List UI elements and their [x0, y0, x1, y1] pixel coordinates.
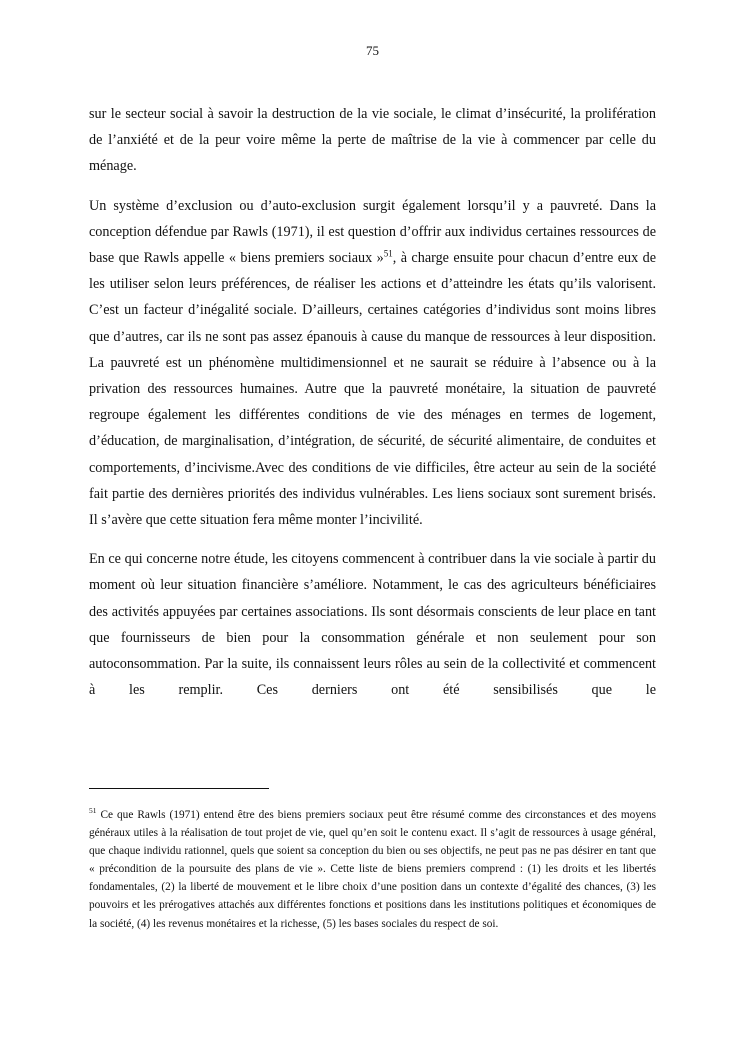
- footnote: [89, 806, 656, 933]
- paragraph: [89, 193, 656, 534]
- page-number: 75: [366, 43, 379, 58]
- footnote-separator: [89, 788, 269, 789]
- paragraph: sur le secteur social à savoir la destruction de la vie sociale, le climat d’insécurité, la prolifération de l’anxiété et de la peur voire même la perte de maîtrise de la vie à commencer par celle du ménage.: [89, 106, 656, 175]
- footnote-reference[interactable]: 51: [383, 248, 393, 259]
- footnote-text: Ce que Rawls (1971) entend être des biens premiers sociaux peut être résumé comme des circonstances et des moyens généraux utiles à la réalisation de tout projet de vie, quel qu’en soit le contenu exact. Il s’agit de ressources à usage général, que chaque individu rationnel, quels que soient sa conception du bien ou ses objectifs, ne peut pas ne pas désirer en tant que « précondition de la poursuite des plans de vie ». Cette liste de biens premiers comprend : (1) les droits et les libertés fondamentales, (2) la liberté de mouvement et le libre choix d’une position dans un contexte d’égalité des chances, (3) les pouvoirs et les prérogatives attachés aux différentes fonctions et positions dans les institutions politiques et économiques de la société, (4) les revenus monétaires et la richesse, (5) les bases sociales du respect de soi.: [89, 809, 656, 930]
- body-text: [89, 101, 656, 716]
- footnote-marker: 51: [89, 806, 97, 816]
- paragraph-text: Un système d’exclusion ou d’auto-exclusion surgit également lorsqu’il y a pauvreté. Dans la conception défendue par Rawls (1971), il est question d’offrir aux individus certaines ressources de base que Rawls appelle « biens premiers sociaux »: [89, 197, 656, 267]
- footnotes: [89, 806, 656, 933]
- paragraph-text: , à charge ensuite pour chacun d’entre eux de les utiliser selon leurs préférences, de réaliser les actions et d’atteindre les états qu’ils valorisent. C’est un facteur d’inégalité sociale. D’ailleurs, certaines catégories d’individus sont moins libres que d’autres, car ils ne sont pas assez épanouis à cause du manque de ressources à leur disposition. La pauvreté est un phénomène multidimensionnel et ne saurait se réduire à l’absence ou à la privation des ressources humaines. Autre que la pauvreté monétaire, la situation de pauvreté regroupe également les différentes conditions de vie des ménages en termes de logement, d’éducation, de marginalisation, d’intégration, de sécurité, de sécurité alimentaire, de conduites et comportements, d’incivisme.Avec des conditions de vie difficiles, être acteur au sein de la société fait partie des dernières priorités des individus vulnérables. Les liens sociaux sont surement brisés. Il s’avère que cette situation fera même monter l’incivilité.: [89, 250, 656, 529]
- paragraph: En ce qui concerne notre étude, les citoyens commencent à contribuer dans la vie sociale à partir du moment où leur situation financière s’améliore. Notamment, le cas des agriculteurs bénéficiaires des activités appuyées par certaines associations. Ils sont désormais conscients de leur place en tant que fournisseurs de bien pour la consommation générale et non seulement pour son autoconsommation. Par la suite, ils connaissent leurs rôles au sein de la collectivité et commencent à les remplir. Ces derniers ont été sensibilisés que le: [89, 551, 656, 699]
